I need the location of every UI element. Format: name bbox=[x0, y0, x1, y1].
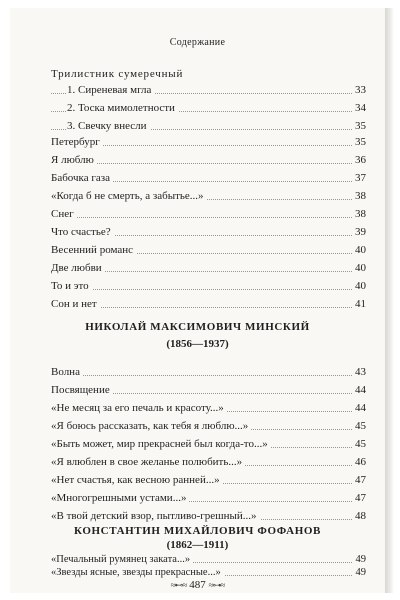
page-header: Содержание bbox=[169, 37, 226, 48]
toc-entry[interactable]: «Быть может, мир прекрасней был когда-то...» 45 bbox=[51, 438, 366, 450]
toc-entry[interactable]: «Когда б не смерть, а забытье...» 38 bbox=[51, 190, 366, 202]
toc-entry[interactable]: «Не месяц за его печаль и красоту...» 44 bbox=[51, 402, 366, 414]
toc-entry[interactable]: Я люблю 36 bbox=[51, 154, 366, 166]
toc-entry[interactable]: «Многогрешными устами...» 47 bbox=[51, 492, 366, 504]
book-page bbox=[10, 8, 385, 593]
author-dates: (1856—1937) bbox=[166, 338, 229, 350]
toc-entry[interactable]: Посвящение 44 bbox=[51, 384, 366, 396]
toc-entry[interactable]: 3. Свечку внесли 35 bbox=[51, 119, 366, 133]
toc-entry[interactable]: Сон и нет 41 bbox=[51, 298, 366, 310]
toc-entry[interactable]: Бабочка газа 37 bbox=[51, 172, 366, 184]
toc-entry[interactable]: «Я влюблен в свое желанье полюбить...» 46 bbox=[51, 456, 366, 468]
toc-entry[interactable]: Волна 43 bbox=[51, 366, 366, 378]
toc-entry[interactable]: 2. Тоска мимолетности 34 bbox=[51, 101, 366, 115]
ornament-right: ≈⊶≈ bbox=[208, 580, 225, 590]
toc-entry[interactable]: Две любви 40 bbox=[51, 262, 366, 274]
cycle-title: Трилистник сумеречный bbox=[51, 67, 251, 81]
dot-leader bbox=[51, 289, 366, 290]
toc-entry[interactable]: Что счастье? 39 bbox=[51, 226, 366, 238]
author-heading: КОНСТАНТИН МИХАЙЛОВИЧ ФОФАНОВ bbox=[74, 525, 321, 537]
author-dates: (1862—1911) bbox=[166, 539, 229, 551]
page-number: ≈⊷≈ 487 ≈⊶≈ bbox=[170, 579, 225, 591]
ornament-left: ≈⊷≈ bbox=[170, 580, 187, 590]
author-heading: НИКОЛАЙ МАКСИМОВИЧ МИНСКИЙ bbox=[85, 321, 310, 333]
dot-leader bbox=[51, 217, 366, 218]
toc-entry[interactable]: «Печальный румянец заката...» 49 bbox=[51, 554, 366, 565]
page-edge bbox=[385, 8, 394, 593]
toc-entry[interactable]: Снег 38 bbox=[51, 208, 366, 220]
toc-entry[interactable]: То и это 40 bbox=[51, 280, 366, 292]
toc-entry[interactable]: «Нет счастья, как весною ранней...» 47 bbox=[51, 474, 366, 486]
toc-entry[interactable]: Весенний романс 40 bbox=[51, 244, 366, 256]
toc-entry[interactable]: «Я боюсь рассказать, как тебя я люблю...» 45 bbox=[51, 420, 366, 432]
toc-entry[interactable]: «В твой детский взор, пытливо-грешный...» 48 bbox=[51, 510, 366, 522]
toc-entry[interactable]: Петербург 35 bbox=[51, 136, 366, 148]
toc-entry[interactable]: 1. Сиреневая мгла 33 bbox=[51, 83, 366, 97]
dot-leader bbox=[51, 375, 366, 376]
toc-entry[interactable]: «Звезды ясные, звезды прекрасные...» 49 bbox=[51, 567, 366, 578]
dot-leader bbox=[51, 163, 366, 164]
